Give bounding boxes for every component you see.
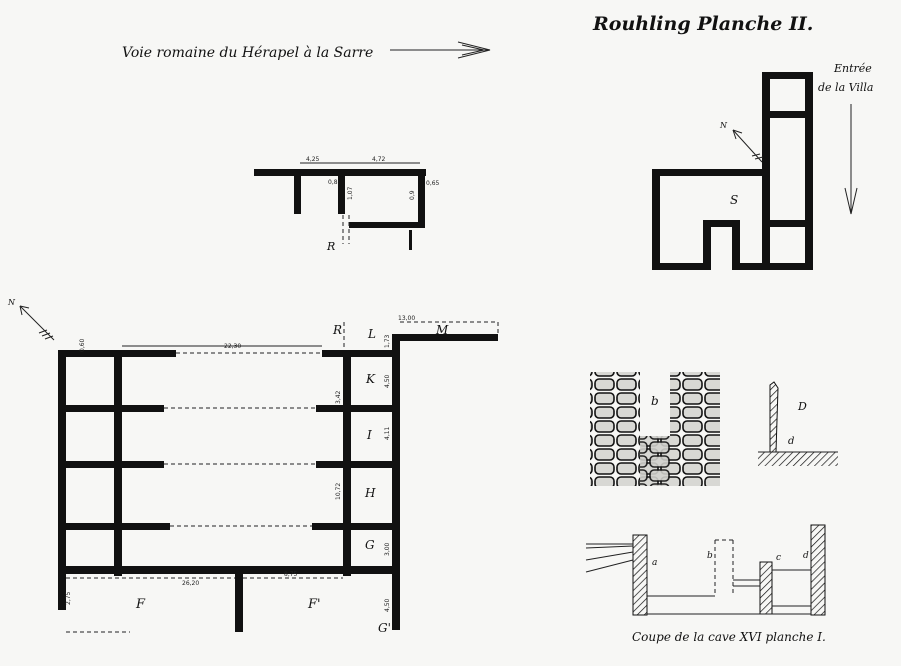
entrance-north-label: N (720, 121, 727, 130)
room-i: I (367, 428, 372, 442)
section-caption: Coupe de la cave XVI planche I. (632, 630, 826, 644)
dim-col-1: 3,42 (335, 390, 342, 404)
dim-bottom-span: 26,20 (182, 580, 200, 587)
small-plan (254, 163, 426, 250)
room-l: L (368, 327, 376, 341)
stele-label-D: D (798, 400, 807, 413)
room-h: H (365, 486, 376, 500)
stele-sketch (758, 382, 838, 466)
stele-label-d: d (788, 436, 795, 447)
plate-title: Rouhling Planche II. (593, 13, 814, 35)
dim-top-span: 22,30 (224, 343, 242, 350)
dim-col-2: 4,11 (384, 426, 391, 440)
section-label-d: d (803, 551, 809, 561)
entrance-arrow (845, 104, 857, 214)
cellar-section-drawing (586, 525, 825, 615)
room-f-prime: F' (308, 597, 321, 612)
room-f: F (136, 597, 146, 612)
dim-col-3: 10,72 (335, 482, 342, 500)
road-caption: Voie romaine du Hérapel à la Sarre (122, 45, 374, 61)
section-label-a: a (652, 558, 658, 568)
entrance-label-line2: de la Villa (818, 81, 874, 94)
dim-top-right: 13,00 (398, 315, 416, 322)
dim-bottom-mid: 8,75 (284, 571, 298, 578)
small-dim-3: 0,65 (426, 180, 440, 187)
main-north-label: N (8, 298, 15, 307)
road-direction-arrow (390, 42, 490, 58)
entrance-plan (652, 72, 813, 270)
main-plan (58, 322, 498, 632)
dim-top-left: 0,60 (79, 338, 86, 352)
room-g: G (365, 538, 375, 552)
dim-right-2: 4,50 (384, 374, 391, 388)
main-north-arrow-icon (20, 306, 54, 340)
room-r: R (333, 323, 343, 337)
entrance-label-line1: Entrée (834, 62, 872, 75)
small-dim-5: 1,07 (347, 186, 354, 200)
dim-bottom-left: 2,75 (65, 591, 72, 605)
small-dim-6: 0,9 (409, 190, 416, 200)
small-dim-4: 0,8 (328, 179, 338, 186)
room-label-s: S (730, 193, 739, 207)
dim-right-1: 1,73 (384, 334, 391, 348)
dim-right-3: 3,00 (384, 542, 391, 556)
small-label-r: R (327, 240, 336, 253)
room-k: K (366, 372, 375, 386)
north-arrow-icon (733, 130, 763, 162)
small-dim-2: 4,72 (372, 156, 386, 163)
room-g-prime: G' (378, 621, 391, 635)
small-dim-1: 4,25 (306, 156, 320, 163)
masonry-label-b: b (651, 394, 659, 408)
section-label-c: c (776, 553, 782, 563)
masonry-wall-sketch (590, 372, 720, 486)
room-m: M (436, 323, 449, 337)
dim-bottom-right: 4,50 (384, 598, 391, 612)
section-label-b: b (707, 551, 713, 561)
